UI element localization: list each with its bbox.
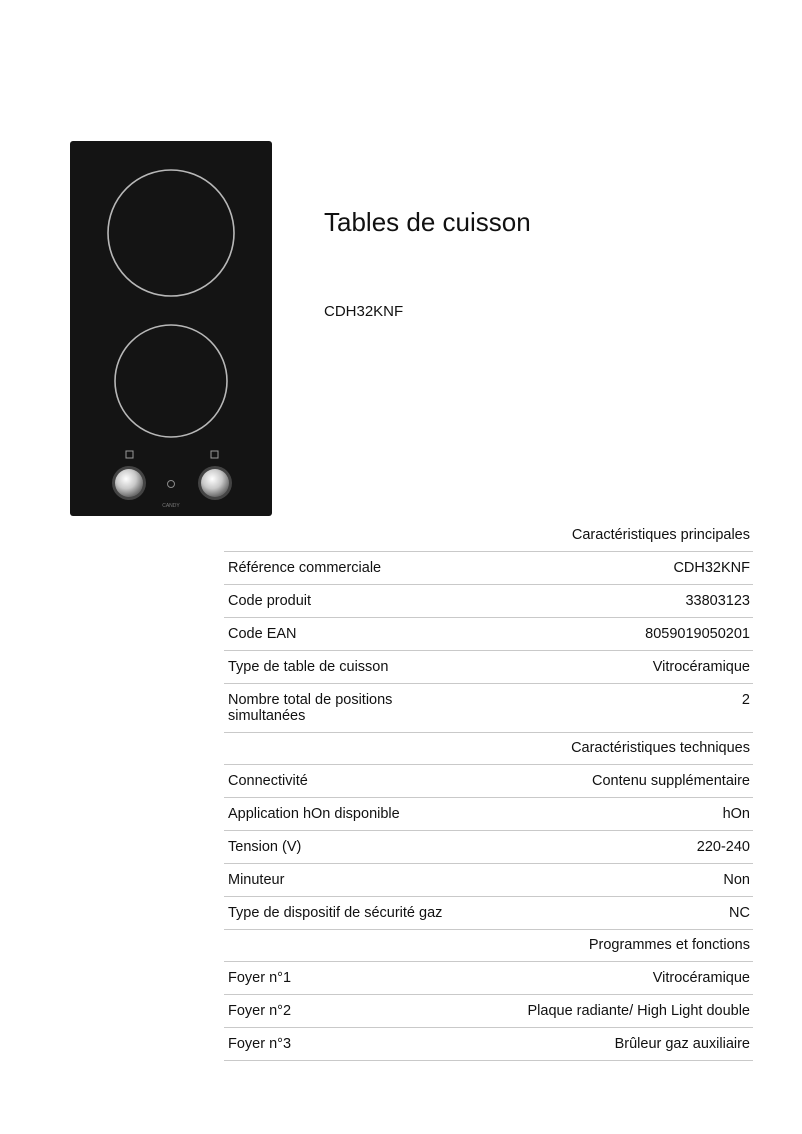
section-header: Caractéristiques techniques bbox=[224, 733, 753, 765]
spec-row bbox=[224, 651, 753, 684]
spec-value: Non bbox=[723, 872, 750, 888]
brand-logo: CANDY bbox=[162, 503, 180, 509]
spec-label: Foyer n°2 bbox=[228, 1003, 292, 1019]
specifications-table bbox=[224, 520, 753, 1061]
spec-value: Brûleur gaz auxiliaire bbox=[614, 1036, 750, 1052]
spec-value: Vitrocéramique bbox=[652, 659, 750, 675]
spec-label: Code EAN bbox=[228, 626, 297, 642]
spec-value: CDH32KNF bbox=[673, 560, 750, 576]
model-number: CDH32KNF bbox=[324, 303, 404, 320]
spec-row bbox=[224, 995, 753, 1028]
glass-surface bbox=[70, 141, 272, 516]
section-header: Caractéristiques principales bbox=[224, 520, 753, 552]
spec-row bbox=[224, 585, 753, 618]
spec-row bbox=[224, 552, 753, 585]
spec-row bbox=[224, 684, 753, 733]
spec-label: Foyer n°1 bbox=[228, 970, 292, 986]
spec-value: 220-240 bbox=[696, 839, 750, 855]
page-title: Tables de cuisson bbox=[324, 207, 531, 237]
spec-label: Connectivité bbox=[228, 773, 308, 789]
spec-value: 2 bbox=[741, 692, 750, 708]
spec-row bbox=[224, 765, 753, 798]
spec-label: Application hOn disponible bbox=[228, 806, 400, 822]
spec-value: 33803123 bbox=[685, 593, 750, 609]
spec-row bbox=[224, 864, 753, 897]
spec-row bbox=[224, 962, 753, 995]
spec-label: Référence commerciale bbox=[228, 560, 382, 576]
cooktop-product-image bbox=[70, 141, 272, 516]
spec-value: 8059019050201 bbox=[645, 626, 750, 642]
spec-label: Type de table de cuisson bbox=[228, 659, 389, 675]
spec-row bbox=[224, 831, 753, 864]
spec-label: Tension (V) bbox=[228, 839, 302, 855]
spec-label: Code produit bbox=[228, 593, 312, 609]
spec-row bbox=[224, 897, 753, 930]
spec-value: Plaque radiante/ High Light double bbox=[527, 1003, 750, 1019]
spec-row bbox=[224, 618, 753, 651]
spec-value: hOn bbox=[722, 806, 750, 822]
spec-label: Foyer n°3 bbox=[228, 1036, 292, 1052]
spec-label: Nombre total de positions simultanées bbox=[228, 692, 393, 724]
spec-label: Type de dispositif de sécurité gaz bbox=[228, 905, 443, 921]
spec-row bbox=[224, 1028, 753, 1061]
spec-value: NC bbox=[729, 905, 750, 921]
section-header: Programmes et fonctions bbox=[224, 930, 753, 962]
spec-value: Contenu supplémentaire bbox=[592, 773, 750, 789]
spec-label: Minuteur bbox=[228, 872, 285, 888]
spec-value: Vitrocéramique bbox=[652, 970, 750, 986]
spec-row bbox=[224, 798, 753, 831]
